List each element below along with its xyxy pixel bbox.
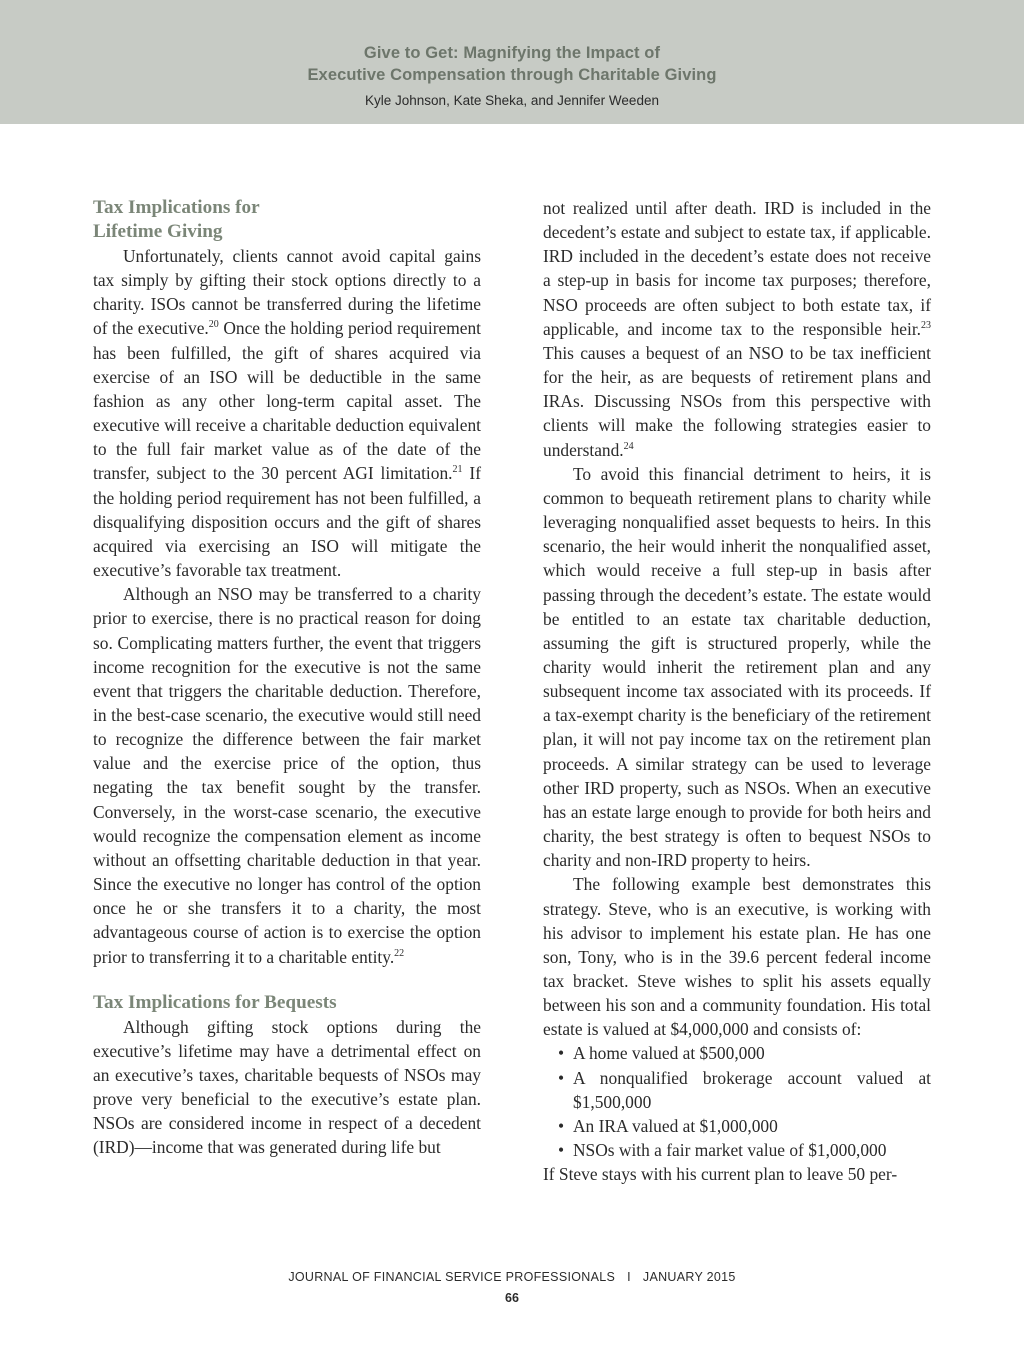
paragraph [543,196,931,462]
article-authors: Kyle Johnson, Kate Sheka, and Jennifer Weeden [365,93,659,108]
paragraph: To avoid this financial detriment to heirs, it is common to bequeath retirement plans to charity while leveraging nonqualified asset bequests to heirs. In this scenario, the heir would inherit the nonqualified asset, which would receive a full step-up in basis after passing through the decedent’s estate. The estate would be entitled to an estate tax charitable deduction, assuming the gift is structured properly, while the charity would inherit the retirement plan and any subsequent income tax associated with its proceeds. If a tax-exempt charity is the beneficiary of the retirement plan, it will not pay income tax on the retirement plan proceeds. A similar strategy can be used to leverage other IRD property, such as NSOs. When an executive has an estate large enough to provide for both heirs and charity, the best strategy is often to bequest NSOs to charity and non-IRD property to heirs. [543,463,931,871]
left-column [93,196,481,1160]
paragraph-text: If the holding period requirement has not been fulfilled, a disqualifying disposition occurs and the gift of shares acquired via exercising an ISO will mitigate the executive’s favorable tax treatment. [93,463,481,581]
list-item [558,1114,931,1138]
footer-journal-line [0,1270,1024,1284]
paragraph [93,244,481,582]
paragraph: Although gifting stock options during the executive’s lifetime may have a detrimental effect on an executive’s taxes, charitable bequests of NSOs may prove very beneficial to the executive’s estate plan. NSOs are considered income in respect of a decedent (IRD)—income that was generated during life but [93,1016,481,1158]
paragraph: The following example best demonstrates this strategy. Steve, who is an executive, is working with his advisor to implement his estate plan. He has one son, Tony, who is in the 39.6 percent federal income tax bracket. Steve wishes to split his assets equally between his son and a community foundation. His total estate is valued at $4,000,000 and consists of: [543,874,931,1040]
bullet: • [558,1140,565,1161]
footnote-ref: 22 [394,947,405,959]
page-number: 66 [505,1291,519,1305]
footer-separator: I [627,1270,631,1284]
bullet: • [558,1043,565,1064]
footnote-ref: 20 [208,319,219,331]
paragraph-text: This causes a bequest of an NSO to be tax inefficient for the heir, as are bequests of retirement plans and IRAs. Discussing NSOs from this perspective with clients will make the following strategies easier to understand. [543,342,931,460]
list-item-text: An IRA valued at $1,000,000 [573,1115,778,1136]
bullet: • [558,1067,565,1088]
running-header [0,0,1024,124]
list-item [558,1066,931,1114]
section-heading-line-2: Lifetime Giving [93,221,223,242]
section-heading-bequests: Tax Implications for Bequests [93,991,337,1013]
article-title-line-1: Give to Get: Magnifying the Impact of [363,44,661,62]
list-item [558,1138,931,1162]
list-item [558,1041,931,1065]
paragraph: If Steve stays with his current plan to leave 50 per- [543,1164,898,1185]
footnote-ref: 21 [452,464,463,476]
journal-name: JOURNAL OF FINANCIAL SERVICE PROFESSIONALS [288,1270,616,1284]
paragraph-text: Although an NSO may be transferred to a charity prior to exercise, there is no practical reason for doing so. Complicating matters further, the event that triggers income recognition for the executive is not the same event that triggers the charitable deduction. Therefore, in the best-case scenario, the executive would still need to recognize the difference between the fair market value and the exercise price of the option, thus negating the tax benefit sought by the transfer. Conversely, in the worst-case scenario, the executive would recognize the compensation element as income without an offsetting charitable deduction in that year. Since the executive no longer has control of the option once he or she transfers it to a charity, the most advantageous course of action is to exercise the option prior to transferring it to a charitable entity. [93,584,481,967]
paragraph-text: Unfortunately, clients cannot avoid capital gains tax simply by gifting their stock options directly to a charity. ISOs cannot be transferred during the lifetime of the executive. [93,246,481,339]
bullet: • [558,1115,565,1136]
paragraph [93,582,481,969]
article-title-line-2: Executive Compensation through Charitable Giving [307,66,717,84]
list-item-text: NSOs with a fair market value of $1,000,000 [573,1140,887,1161]
issue-date: JANUARY 2015 [642,1270,736,1284]
paragraph-text: not realized until after death. IRD is included in the decedent’s estate and subject to estate tax, if applicable. IRD included in the decedent’s estate does not receive a step-up in basis for income tax purposes; therefore, NSO proceeds are often subject to both estate tax, if applicable, and income tax to the responsible heir. [543,198,931,339]
section-heading-line-1: Tax Implications for [93,197,260,218]
right-column [543,196,931,1186]
footnote-ref: 24 [623,440,634,452]
asset-list [543,1041,931,1162]
list-item-text: A nonqualified brokerage account valued at $1,500,000 [573,1067,931,1112]
list-item-text: A home valued at $500,000 [573,1043,765,1064]
footnote-ref: 23 [921,319,931,331]
section-heading-lifetime-giving [93,196,481,244]
paragraph-text: Once the holding period requirement has been fulfilled, the gift of shares acquired via exercise of an ISO will be deductible in the same fashion as any other long-term capital asset. The executive will receive a charitable deduction equivalent to the full fair market value as of the date of the transfer, subject to the 30 percent AGI limitation. [93,318,481,484]
